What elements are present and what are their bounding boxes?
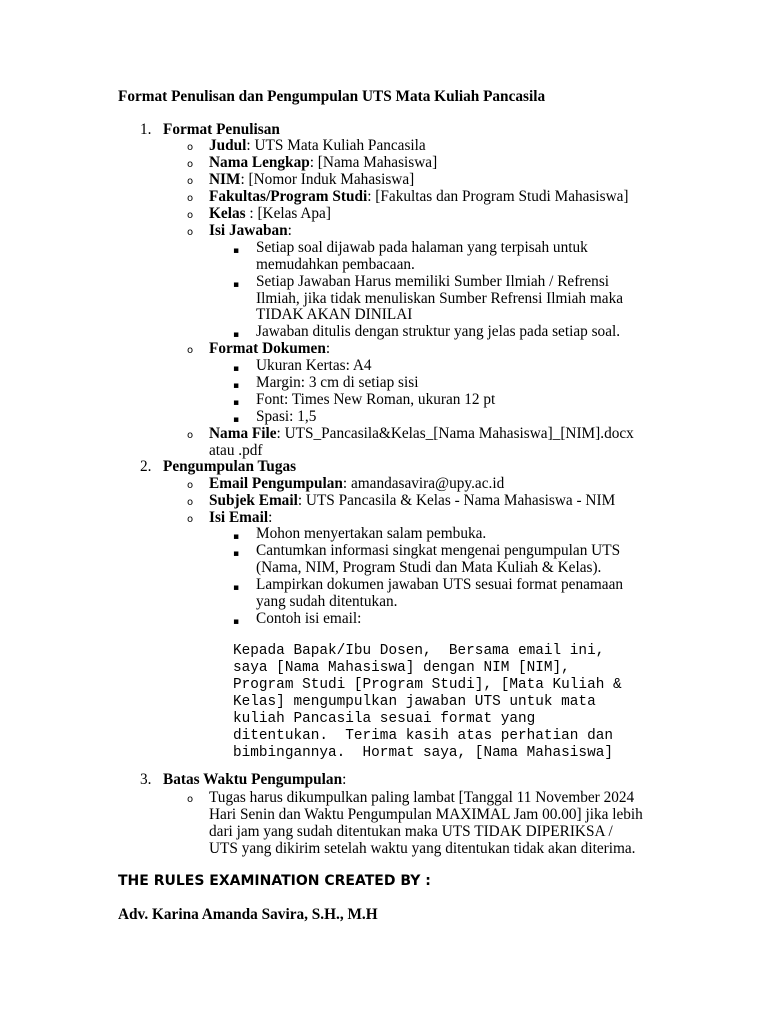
sub-item-text: Setiap Jawaban Harus memiliki Sumber Ilmiah / Refrensi (256, 273, 610, 290)
sub-item-text: Setiap soal dijawab pada halaman yang terpisah untuk (256, 239, 588, 256)
bullet-square: ▪ (233, 532, 240, 542)
section-1-heading: Format Penulisan (163, 121, 280, 138)
item-value: : amandasavira@upy.ac.id (342, 475, 505, 492)
sub-item-text: Font: Times New Roman, ukuran 12 pt (256, 391, 496, 408)
item-label: Isi Email (209, 509, 269, 526)
bullet-square: ▪ (233, 280, 240, 290)
sub-item-text: Contoh isi email: (256, 610, 362, 627)
email-example-line: kuliah Pancasila sesuai format yang (233, 711, 536, 727)
email-example-line: Program Studi [Program Studi], [Mata Kuliah & (233, 677, 622, 693)
list-item-email-pengumpulan (209, 476, 504, 493)
item-value: : (287, 222, 292, 239)
bullet-circle: o (187, 514, 194, 525)
sub-item-text: Spasi: 1,5 (256, 408, 317, 425)
bullet-circle: o (187, 480, 194, 491)
section-3-number: 3. (140, 771, 152, 788)
list-item-judul (209, 138, 426, 155)
item-label: Fakultas/Program Studi (209, 188, 368, 205)
sub-item-text: Cantumkan informasi singkat mengenai pengumpulan UTS (256, 542, 621, 559)
bullet-square: ▪ (233, 381, 240, 391)
item-value: : [Kelas Apa] (245, 205, 331, 222)
bullet-circle: o (187, 345, 194, 356)
item-label: Nama File (209, 425, 277, 442)
email-example-line: Kelas] mengumpulkan jawaban UTS untuk mata (233, 694, 596, 710)
list-item-nama-file (209, 426, 634, 443)
item-value: : [Fakultas dan Program Studi Mahasiswa] (367, 188, 629, 205)
item-value: : [Nama Mahasiswa] (309, 154, 438, 171)
document-title: Format Penulisan dan Pengumpulan UTS Mata Kuliah Pancasila (118, 88, 546, 105)
item-value: : (325, 340, 331, 357)
list-item-nim (209, 172, 414, 189)
section-3-heading-line (163, 772, 346, 789)
sub-item-text: Lampirkan dokumen jawaban UTS sesuai format penamaan (256, 576, 624, 593)
section-3-heading-suffix: : (342, 771, 347, 788)
item-value: : UTS Mata Kuliah Pancasila (246, 137, 426, 154)
deadline-text-line: dari jam yang sudah ditentukan maka UTS TIDAK DIPERIKSA / (209, 823, 613, 840)
bullet-square: ▪ (233, 549, 240, 559)
bullet-square: ▪ (233, 364, 240, 374)
section-3-heading: Batas Waktu Pengumpulan (163, 771, 343, 788)
section-1-number: 1. (140, 121, 152, 138)
bullet-circle: o (187, 210, 194, 221)
email-example-line: bimbingannya. Hormat saya, [Nama Mahasiswa] (233, 745, 613, 761)
bullet-square: ▪ (233, 415, 240, 425)
list-item-subjek-email (209, 493, 615, 510)
sub-item-text: Ilmiah, jika tidak menuliskan Sumber Refrensi Ilmiah maka (256, 290, 624, 307)
bullet-square: ▪ (233, 330, 240, 340)
item-label: Format Dokumen (209, 340, 326, 357)
sub-item-text: TIDAK AKAN DINILAI (256, 306, 413, 323)
item-value: : UTS Pancasila & Kelas - Nama Mahasiswa - NIM (297, 492, 616, 509)
item-continuation: atau .pdf (209, 442, 263, 459)
item-label: Judul (209, 137, 247, 154)
bullet-square: ▪ (233, 617, 240, 627)
credit-heading: THE RULES EXAMINATION CREATED BY : (118, 873, 431, 889)
sub-item-text: yang sudah ditentukan. (256, 593, 398, 610)
bullet-circle: o (187, 159, 194, 170)
section-2-number: 2. (140, 458, 152, 475)
sub-item-text: Ukuran Kertas: A4 (256, 357, 372, 374)
author-name: Adv. Karina Amanda Savira, S.H., M.H (118, 906, 378, 923)
list-item-format-dokumen (209, 341, 330, 358)
list-item-fakultas (209, 189, 629, 206)
sub-item-text: memudahkan pembacaan. (256, 256, 415, 273)
bullet-square: ▪ (233, 246, 240, 256)
bullet-circle: o (187, 227, 194, 238)
email-example-line: saya [Nama Mahasiswa] dengan NIM [NIM], (233, 660, 570, 676)
bullet-square: ▪ (233, 398, 240, 408)
list-item-nama-lengkap (209, 155, 437, 172)
bullet-circle: o (187, 193, 194, 204)
bullet-circle: o (187, 497, 194, 508)
list-item-kelas (209, 206, 331, 223)
bullet-square: ▪ (233, 583, 240, 593)
item-label: Kelas (209, 205, 246, 222)
deadline-text-line: Tugas harus dikumpulkan paling lambat [Tanggal 11 November 2024 (209, 789, 635, 806)
list-item-isi-jawaban (209, 223, 292, 240)
item-label: Email Pengumpulan (209, 475, 343, 492)
deadline-text-line: Hari Senin dan Waktu Pengumpulan MAXIMAL Jam 00.00] jika lebih (209, 806, 643, 823)
sub-item-text: (Nama, NIM, Program Studi dan Mata Kuliah & Kelas). (256, 559, 602, 576)
item-label: Isi Jawaban (209, 222, 288, 239)
item-value: : [Nomor Induk Mahasiswa] (240, 171, 415, 188)
item-label: Subjek Email (209, 492, 298, 509)
bullet-circle: o (187, 142, 194, 153)
sub-item-text: Margin: 3 cm di setiap sisi (256, 374, 419, 391)
email-example-line: Kepada Bapak/Ibu Dosen, Bersama email ini, (233, 643, 605, 659)
item-value: : (268, 509, 273, 526)
sub-item-text: Jawaban ditulis dengan struktur yang jelas pada setiap soal. (256, 323, 621, 340)
email-example-line: ditentukan. Terima kasih atas perhatian dan (233, 728, 613, 744)
item-label: NIM (209, 171, 241, 188)
sub-item-text: Mohon menyertakan salam pembuka. (256, 525, 487, 542)
bullet-circle: o (187, 430, 194, 441)
section-2-heading: Pengumpulan Tugas (163, 458, 297, 475)
bullet-circle: o (187, 176, 194, 187)
item-label: Nama Lengkap (209, 154, 310, 171)
deadline-text-line: UTS yang dikirim setelah waktu yang ditentukan tidak akan diterima. (209, 840, 636, 857)
item-value: : UTS_Pancasila&Kelas_[Nama Mahasiswa]_[NIM].docx (276, 425, 634, 442)
bullet-circle: o (187, 794, 194, 805)
